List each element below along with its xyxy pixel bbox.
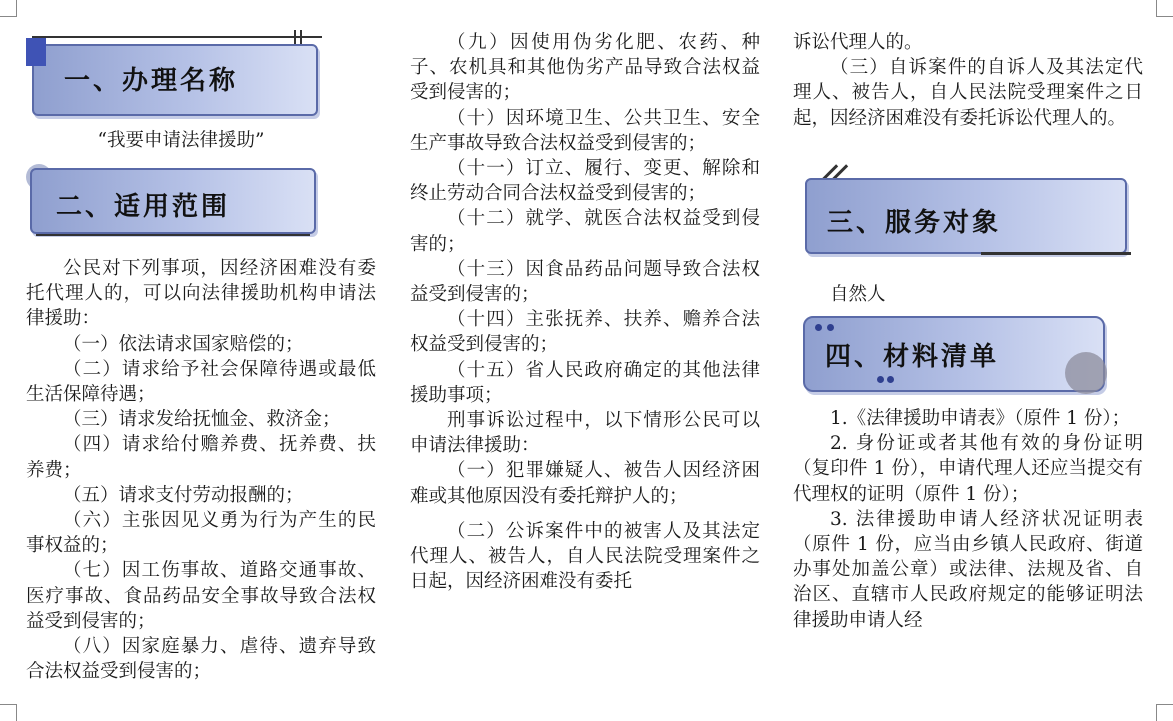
paragraph: （三）请求发给抚恤金、救济金； — [63, 409, 341, 431]
paragraph: （十一）订立、履行、变更、解除和终止劳动合同合法权益受到侵害的； — [410, 158, 760, 205]
scope-text-continued — [410, 30, 760, 594]
paragraph: （一）依法请求国家赔偿的； — [63, 333, 304, 355]
paragraph: （十三）因食品药品问题导致合法权益受到侵害的； — [410, 258, 760, 306]
materials-list — [793, 406, 1143, 633]
deco-line — [32, 36, 322, 38]
paragraph: （七）因工伤事故、道路交通事故、医疗事故、食品药品安全事故导致合法权益受到侵害的； — [26, 560, 376, 632]
corner-mark-top-right — [1156, 0, 1173, 17]
section-heading-4 — [803, 316, 1113, 398]
deco-dot — [877, 376, 884, 383]
paragraph: （三）自诉案件的自诉人及其法定代理人、被告人，自人民法院受理案件之日起，因经济困难没有委托诉讼代理人的。 — [793, 57, 1143, 129]
deco-line — [36, 234, 310, 236]
paragraph: （八）因家庭暴力、虐待、遗弃导致合法权益受到侵害的； — [26, 636, 376, 683]
paragraph: （二）请求给予社会保障待遇或最低生活保障待遇； — [26, 358, 376, 406]
scope-text-end — [793, 30, 1143, 131]
deco-circle — [1065, 352, 1107, 394]
paragraph: （九）因使用伪劣化肥、农药、种子、农机具和其他伪劣产品导致合法权益受到侵害的； — [410, 32, 760, 104]
paragraph: （五）请求支付劳动报酬的； — [63, 484, 304, 506]
paragraph: （一）犯罪嫌疑人、被告人因经济困难或其他原因没有委托辩护人的； — [410, 460, 760, 507]
paragraph: 诉讼代理人的。 — [793, 32, 923, 53]
paragraph: （四）请求给付赡养费、抚养费、扶养费； — [26, 434, 376, 481]
deco-line — [981, 252, 1131, 255]
paragraph: （十二）就学、就医合法权益受到侵害的； — [410, 208, 760, 255]
scope-text — [26, 256, 376, 684]
deco-dot — [827, 324, 834, 331]
deco-dot — [815, 324, 822, 331]
deco-dot — [887, 376, 894, 383]
deco-line — [294, 30, 296, 44]
list-item: 1.《法律援助申请表》（原件 1 份）； — [830, 408, 1131, 429]
paragraph: 公民对下列事项，因经济困难没有委托代理人的，可以向法律援助机构申请法律援助： — [26, 258, 376, 330]
service-target: 自然人 — [830, 284, 886, 305]
heading-title: 三、服务对象 — [827, 208, 1002, 238]
list-item: 3. 法律援助申请人经济状况证明表（原件 1 份，应当由乡镇人民政府、街道办事处加盖公章）或法律、法规及省、自治区、直辖市人民政府规定的能够证明法律援助申请人经 — [793, 508, 1143, 631]
deco-square — [26, 38, 46, 66]
paragraph: （二）公诉案件中的被害人及其法定代理人、被告人，自人民法院受理案件之日起，因经济困难没有委托 — [410, 520, 760, 593]
paragraph: （十）因环境卫生、公共卫生、安全生产事故导致合法权益受到侵害的； — [410, 107, 760, 154]
paragraph: 刑事诉讼过程中，以下情形公民可以申请法律援助： — [410, 410, 760, 457]
heading-title: 二、适用范围 — [56, 192, 231, 222]
paragraph: （十五）省人民政府确定的其他法律援助事项； — [410, 359, 760, 406]
section-heading-3 — [801, 168, 1133, 264]
paragraph: （六）主张因见义勇为行为产生的民事权益的； — [26, 510, 376, 557]
corner-mark-bottom-left — [0, 704, 17, 721]
service-name: “我要申请法律援助” — [97, 130, 265, 151]
corner-mark-top-left — [0, 0, 17, 17]
corner-mark-bottom-right — [1156, 704, 1173, 721]
paragraph: （十四）主张抚养、扶养、赡养合法权益受到侵害的； — [410, 309, 760, 356]
heading-title: 四、材料清单 — [825, 342, 1000, 372]
heading-title: 一、办理名称 — [64, 66, 239, 96]
section-heading-1 — [26, 30, 326, 120]
deco-line — [300, 30, 302, 44]
list-item: 2. 身份证或者其他有效的身份证明（复印件 1 份），申请代理人还应当提交有代理权的证明（原件 1 份）； — [793, 433, 1143, 505]
section-heading-2 — [26, 164, 326, 240]
